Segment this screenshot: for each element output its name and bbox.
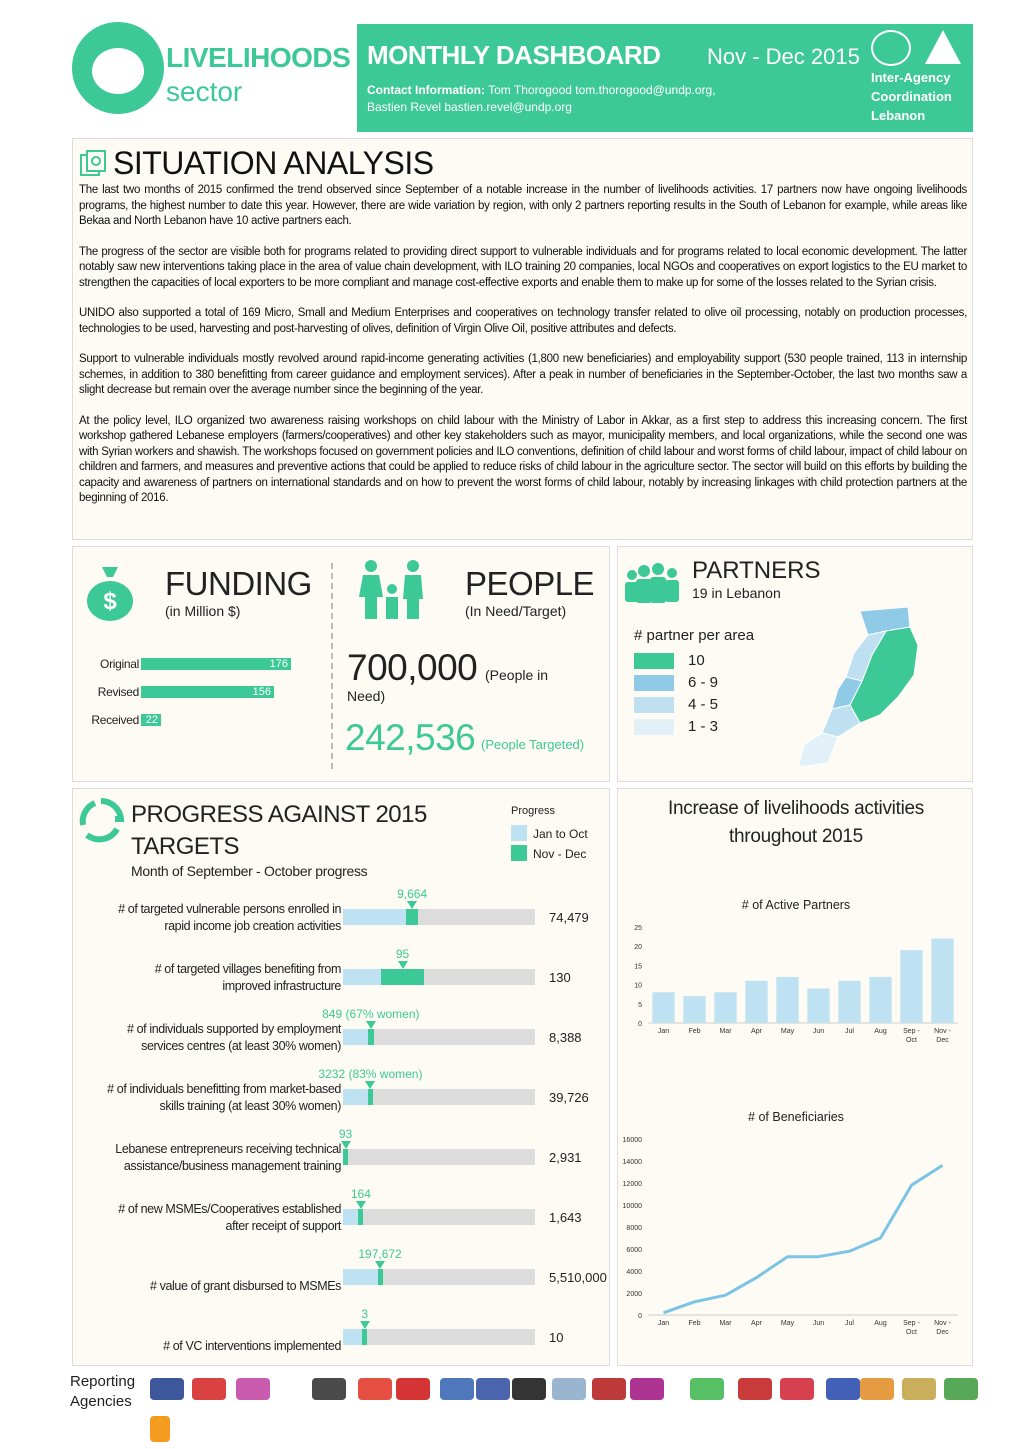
chart-bar xyxy=(807,988,829,1023)
chart-bar xyxy=(776,977,798,1023)
reporting-label-2: Agencies xyxy=(70,1393,132,1410)
progress-prev-bar xyxy=(343,1269,378,1285)
legend-swatch xyxy=(634,675,674,691)
situation-panel xyxy=(72,138,973,540)
y-tick-label: 20 xyxy=(634,944,642,952)
org-name xyxy=(871,68,971,125)
progress-panel xyxy=(72,788,610,1366)
people-subtitle: (In Need/Target) xyxy=(465,603,567,619)
progress-label-line: assistance/business management training xyxy=(123,1159,341,1173)
x-tick-label: Apr xyxy=(751,1028,762,1035)
progress-value: 849 (67% women) xyxy=(322,1007,420,1021)
x-tick-label: Jun xyxy=(812,1028,825,1035)
x-tick-label: Sep - xyxy=(903,1028,920,1035)
progress-prev-bar xyxy=(343,1029,368,1045)
progress-value: 3232 (83% women) xyxy=(318,1067,423,1081)
header-band xyxy=(357,24,973,132)
increase-title xyxy=(618,795,974,851)
svg-text:$: $ xyxy=(103,588,117,615)
progress-cur-bar xyxy=(406,909,418,925)
contact-label: Contact Information: xyxy=(367,83,485,97)
x-tick-label: Apr xyxy=(751,1320,762,1327)
situation-paragraph: UNIDO also supported a total of 169 Micro, Small and Medium Enterprises and cooperatives on technology transfer related to olive oil processing, notably on production processes, technologies to be used, harvesting and post-harvesting of olives, definition of Virgin Olive Oil, positive attributes and defects. xyxy=(79,307,967,335)
increase-title-line-1: Increase of livelihoods activities xyxy=(668,798,924,819)
situation-paragraph: The last two months of 2015 confirmed the trend observed since September of a notable increase in the number of livelihoods activities. 17 partners now have ongoing livelihoods programs, the highest number to date this year. However, there are wide variation by region, with only 2 partners reporting results in the South of Lebanon for example, while areas like Bekaa and North Lebanon have 10 active partners each. xyxy=(79,184,967,227)
y-tick-label: 5 xyxy=(638,1001,642,1009)
progress-label xyxy=(73,1278,341,1295)
agency-logo xyxy=(630,1378,664,1400)
x-tick-label: Mar xyxy=(719,1028,732,1035)
agency-logo xyxy=(512,1378,546,1400)
chart-bar xyxy=(931,939,953,1023)
progress-marker xyxy=(398,961,408,969)
y-tick-label: 0 xyxy=(638,1313,642,1320)
x-tick-label: Jul xyxy=(845,1028,854,1035)
y-tick-label: 4000 xyxy=(626,1269,642,1276)
beneficiaries-chart xyxy=(618,1105,974,1355)
progress-prev-bar xyxy=(343,969,381,985)
progress-value: 95 xyxy=(395,947,410,961)
legend-swatch-prev xyxy=(511,825,527,841)
people-title: PEOPLE xyxy=(465,565,595,602)
progress-cur-bar xyxy=(362,1329,367,1345)
agency-logo xyxy=(592,1378,626,1400)
x-tick-label: Mar xyxy=(719,1320,732,1327)
progress-track xyxy=(343,1089,535,1105)
y-tick-label: 0 xyxy=(638,1021,642,1028)
progress-label-line: rapid income job creation activities xyxy=(164,919,341,933)
funding-bar-label: Received xyxy=(91,713,139,727)
agency-logo xyxy=(944,1378,978,1400)
legend-label: 6 - 9 xyxy=(688,674,719,691)
progress-label-line: # of new MSMEs/Cooperatives established xyxy=(118,1202,341,1216)
progress-cur-bar xyxy=(368,1089,373,1105)
progress-label xyxy=(73,1141,341,1175)
progress-label-line: # of targeted villages benefiting from xyxy=(154,962,341,976)
agency-logo xyxy=(738,1378,772,1400)
x-tick-label: Nov - xyxy=(934,1028,951,1035)
people-targeted: 242,536 xyxy=(345,717,476,758)
progress-marker xyxy=(360,1321,370,1329)
chart-bar xyxy=(652,992,674,1023)
cedar-icon xyxy=(925,30,961,64)
partners-title: PARTNERS xyxy=(692,557,821,584)
org-line-1: Inter-Agency xyxy=(871,70,951,85)
x-tick-label: Jan xyxy=(657,1028,670,1035)
y-tick-label: 15 xyxy=(634,963,642,971)
contact-line-2: Bastien Revel bastien.revel@undp.org xyxy=(367,100,572,114)
chart-title: # of Beneficiaries xyxy=(748,1110,844,1124)
progress-value: 164 xyxy=(350,1187,371,1201)
x-tick-label: Jul xyxy=(845,1320,854,1327)
progress-label xyxy=(73,901,341,935)
partners-panel xyxy=(617,546,973,782)
increase-title-line-2: throughout 2015 xyxy=(729,826,863,847)
x-tick-label: Jan xyxy=(657,1320,670,1327)
progress-prev-bar xyxy=(343,909,406,925)
agency-logo xyxy=(236,1378,270,1400)
y-tick-label: 10000 xyxy=(622,1203,642,1210)
legend-swatch xyxy=(634,653,674,669)
funding-bar: 22 xyxy=(141,714,161,726)
recycle-arrows-icon xyxy=(77,797,125,845)
progress-legend-title: Progress xyxy=(511,805,556,817)
agency-logo xyxy=(312,1378,346,1400)
progress-track xyxy=(343,1329,535,1345)
chart-bar xyxy=(900,950,922,1023)
agency-logo xyxy=(902,1378,936,1400)
x-tick-label: Sep - xyxy=(903,1320,920,1327)
logo-subtitle: sector xyxy=(166,76,243,107)
progress-target: 130 xyxy=(549,970,571,985)
x-tick-label: May xyxy=(780,1320,795,1327)
progress-track xyxy=(343,1149,535,1165)
chart-bar xyxy=(714,992,736,1023)
x-tick-label: Aug xyxy=(874,1320,887,1327)
progress-target: 74,479 xyxy=(549,910,589,925)
progress-label-line: improved infrastructure xyxy=(222,979,341,993)
agency-logo xyxy=(476,1378,510,1400)
un-emblem-icon xyxy=(871,30,911,66)
funding-title: FUNDING xyxy=(165,565,312,602)
panel-divider xyxy=(331,563,333,769)
legend-label: 10 xyxy=(688,652,705,669)
x-tick-label: Dec xyxy=(936,1329,949,1336)
legend-label: 4 - 5 xyxy=(688,696,719,713)
partners-group-icon xyxy=(622,563,686,605)
reporting-label-1: Reporting xyxy=(70,1373,136,1390)
progress-track xyxy=(343,969,535,985)
partners-legend-title: # partner per area xyxy=(634,627,755,644)
agency-logo xyxy=(192,1378,226,1400)
org-line-3: Lebanon xyxy=(871,108,926,123)
document-icon xyxy=(79,149,107,177)
progress-track xyxy=(343,1209,535,1225)
progress-label-line: services centres (at least 30% women) xyxy=(141,1039,341,1053)
x-tick-label: Dec xyxy=(936,1037,949,1044)
progress-label xyxy=(73,1081,341,1115)
legend-label: 1 - 3 xyxy=(688,718,719,735)
progress-prev-bar xyxy=(343,1329,362,1345)
x-tick-label: Oct xyxy=(906,1329,917,1336)
progress-marker xyxy=(356,1201,366,1209)
y-tick-label: 2000 xyxy=(626,1291,642,1298)
progress-target: 10 xyxy=(549,1330,564,1345)
chart-bar xyxy=(869,977,891,1023)
x-tick-label: May xyxy=(780,1028,795,1035)
progress-prev-bar xyxy=(343,1089,368,1105)
agency-logo xyxy=(150,1378,184,1400)
chart-bar xyxy=(838,981,860,1023)
funding-subtitle: (in Million $) xyxy=(165,603,241,619)
increase-panel xyxy=(617,788,973,1366)
funding-bar-label: Revised xyxy=(97,685,139,699)
agency-logo xyxy=(396,1378,430,1400)
situation-text xyxy=(79,183,967,522)
progress-title-line-1: PROGRESS AGAINST 2015 xyxy=(131,801,427,828)
progress-title-line-2: TARGETS xyxy=(131,833,240,860)
funding-bar-label: Original xyxy=(100,657,139,671)
funding-bar: 176 xyxy=(141,658,291,670)
progress-track xyxy=(343,1029,535,1045)
progress-marker xyxy=(365,1081,375,1089)
y-tick-label: 8000 xyxy=(626,1225,642,1232)
y-tick-label: 14000 xyxy=(622,1159,642,1166)
progress-title xyxy=(131,799,427,863)
people-targeted-label: (People Targeted) xyxy=(481,737,585,752)
progress-value: 93 xyxy=(338,1127,353,1141)
progress-target: 5,510,000 xyxy=(549,1270,607,1285)
progress-cur-bar xyxy=(368,1029,374,1045)
progress-label-line: # of targeted vulnerable persons enrolled in xyxy=(118,902,341,916)
progress-marker xyxy=(407,901,417,909)
progress-label xyxy=(73,1338,341,1355)
logo-title: LIVELIHOODS xyxy=(166,42,351,73)
progress-label-line: after receipt of support xyxy=(225,1219,341,1233)
legend-label-prev: Jan to Oct xyxy=(533,827,588,841)
partners-subtitle: 19 in Lebanon xyxy=(692,585,781,601)
org-line-2: Coordination xyxy=(871,89,952,104)
progress-label-line: # of individuals supported by employment xyxy=(127,1022,341,1036)
reporting-agencies-label xyxy=(70,1372,135,1412)
agency-logo xyxy=(150,1416,170,1442)
situation-paragraph: The progress of the sector are visible both for programs related to providing direct support to vulnerable individuals and for programs related to local economic development. The latter notably saw new interventions taking place in the area of value chain development, with ILO training 20 companies, local NGOs and cooperatives on export logistics to the EU market to strengthen the capacities of local exporters to be more compliant and manage cost-effective exports and enable them to make up for some of the losses related to the Syrian crisis. xyxy=(79,245,967,289)
people-in-need-label: (People in xyxy=(485,667,549,683)
legend-swatch-cur xyxy=(511,845,527,861)
contact-info xyxy=(367,82,817,116)
legend-swatch xyxy=(634,697,674,713)
people-in-need-label-2: Need) xyxy=(347,688,386,704)
funding-bar: 156 xyxy=(141,686,274,698)
x-tick-label: Jun xyxy=(812,1320,825,1327)
wheat-bag-icon xyxy=(92,48,144,94)
money-bag-icon xyxy=(85,563,135,623)
legend-swatch xyxy=(634,719,674,735)
progress-cur-bar xyxy=(358,1209,363,1225)
progress-label xyxy=(73,1201,341,1235)
progress-value: 3 xyxy=(361,1307,369,1321)
progress-target: 8,388 xyxy=(549,1030,582,1045)
progress-label xyxy=(73,961,341,995)
situation-title: SITUATION ANALYSIS xyxy=(113,145,434,181)
agency-logo xyxy=(826,1378,860,1400)
agency-logo xyxy=(780,1378,814,1400)
dashboard-date: Nov - Dec 2015 xyxy=(707,44,860,69)
people-in-need: 700,000 xyxy=(347,647,478,688)
agency-logo xyxy=(358,1378,392,1400)
agency-logo xyxy=(860,1378,894,1400)
progress-marker xyxy=(341,1141,351,1149)
progress-label-line: Lebanese entrepreneurs receiving technical xyxy=(115,1142,341,1156)
agency-logo xyxy=(440,1378,474,1400)
y-tick-label: 6000 xyxy=(626,1247,642,1254)
family-icon xyxy=(357,559,427,621)
x-tick-label: Feb xyxy=(688,1320,701,1327)
y-tick-label: 16000 xyxy=(622,1137,642,1144)
progress-cur-bar xyxy=(343,1149,348,1165)
y-tick-label: 12000 xyxy=(622,1181,642,1188)
progress-track xyxy=(343,909,535,925)
progress-marker xyxy=(366,1021,376,1029)
progress-value: 9,664 xyxy=(397,887,428,901)
chart-bar xyxy=(683,996,705,1023)
x-tick-label: Aug xyxy=(874,1028,887,1035)
x-tick-label: Nov - xyxy=(934,1320,951,1327)
contact-line-1: Tom Thorogood tom.thorogood@undp.org, xyxy=(488,83,716,97)
progress-target: 39,726 xyxy=(549,1090,589,1105)
y-tick-label: 25 xyxy=(634,925,642,932)
agency-logo xyxy=(690,1378,724,1400)
progress-target: 1,643 xyxy=(549,1210,582,1225)
progress-track xyxy=(343,1269,535,1285)
progress-label-line: # value of grant disbursed to MSMEs xyxy=(150,1279,341,1293)
chart-bar xyxy=(745,981,767,1023)
lebanon-map xyxy=(768,605,968,775)
situation-paragraph: Support to vulnerable individuals mostly revolved around rapid-income generating activities (1,800 new beneficiaries) and employability support (530 people trained, 113 in internship schemes, in addition to 380 benefitting from career guidance and employment services). After a peak in number of beneficiaries in the September-October, the last two months saw a slight decrease but remain over the average number since the beginning of the year. xyxy=(79,353,967,396)
funding-people-panel xyxy=(72,546,610,782)
progress-label-line: # of VC interventions implemented xyxy=(163,1339,341,1353)
dashboard-title: MONTHLY DASHBOARD xyxy=(367,40,661,70)
progress-label-line: skills training (at least 30% women) xyxy=(159,1099,341,1113)
agency-logo xyxy=(552,1378,586,1400)
progress-label xyxy=(73,1021,341,1055)
progress-cur-bar xyxy=(378,1269,383,1285)
active-partners-chart xyxy=(618,893,974,1063)
x-tick-label: Feb xyxy=(688,1028,701,1035)
legend-label-cur: Nov - Dec xyxy=(533,847,587,861)
progress-prev-bar xyxy=(343,1209,358,1225)
series-line xyxy=(664,1165,943,1312)
chart-title: # of Active Partners xyxy=(741,898,851,912)
progress-marker xyxy=(375,1261,385,1269)
progress-label-line: # of individuals benefitting from market-based xyxy=(107,1082,341,1096)
x-tick-label: Oct xyxy=(906,1037,917,1044)
progress-subtitle: Month of September - October progress xyxy=(131,863,368,879)
progress-value: 197,672 xyxy=(358,1247,402,1261)
y-tick-label: 10 xyxy=(634,982,642,990)
progress-cur-bar xyxy=(381,969,423,985)
situation-paragraph: At the policy level, ILO organized two awareness raising workshops on child labour with the Ministry of Labor in Akkar, as a first step to address this increasing concern. The first workshop gathered Lebanese employers (farmers/cooperatives) and other key stakeholders such as mayor, municipality members, and local organizations, while the second one was with Syrian workers and shawish. The workshops focused on government policies and ILO conventions, definition of child labour and worst forms of child labour, impact of child labour on children and farmers, and measures and preventive actions that could be applied to reduce risks of child labour in the agriculture sector. The sector will build on this efforts by building the capacity and awareness of partners on international standards and on how to prevent the worst forms of child labour, notably by increasing linkages with child protection partners at the beginning of 2016. xyxy=(79,414,967,504)
progress-target: 2,931 xyxy=(549,1150,582,1165)
